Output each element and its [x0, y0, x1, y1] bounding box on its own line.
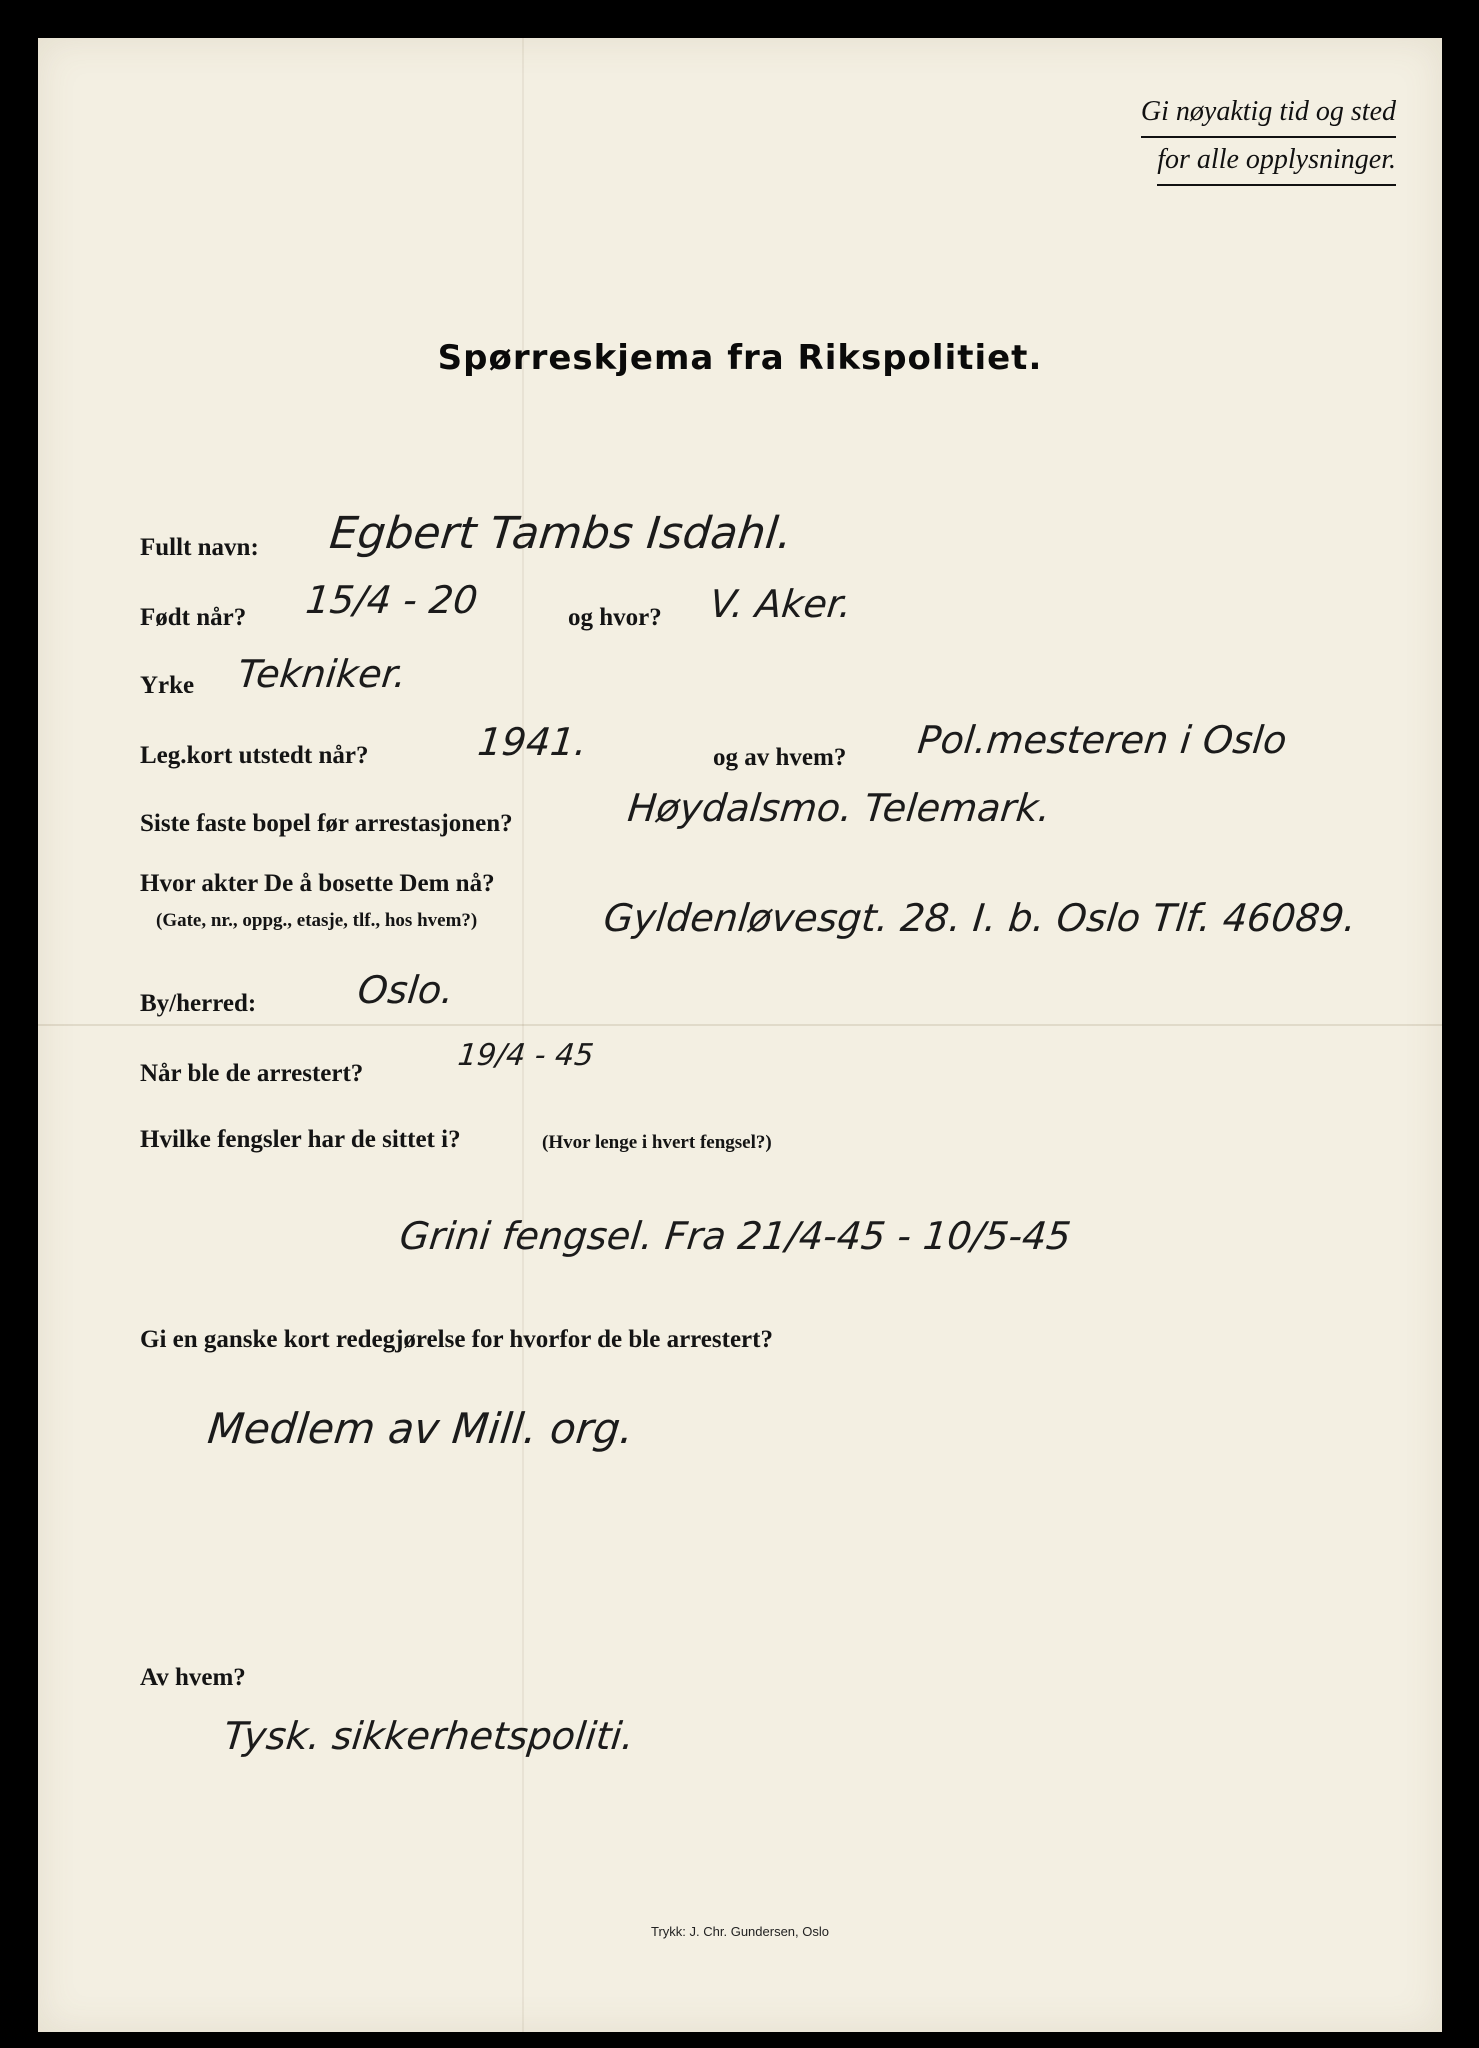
- printer-imprint: Trykk: J. Chr. Gundersen, Oslo: [651, 1924, 829, 1939]
- prisons-label: Hvilke fengsler har de sittet i?: [140, 1126, 461, 1153]
- prisons-value: Grini fengsel. Fra 21/4-45 - 10/5-45: [397, 1214, 1074, 1258]
- form-sheet: [38, 38, 1442, 2032]
- born-where-value: V. Aker.: [707, 582, 854, 626]
- settle-sublabel: (Gate, nr., oppg., etasje, tlf., hos hvem?): [156, 910, 478, 931]
- born-where-label: og hvor?: [568, 604, 662, 631]
- notice-line-2: for alle opplysninger.: [1157, 138, 1396, 186]
- form-title: Spørreskjema fra Rikspolitiet.: [437, 338, 1043, 378]
- born-when-label: Født når?: [140, 604, 247, 631]
- notice-line-1: Gi nøyaktig tid og sted: [1141, 90, 1396, 138]
- prisons-sublabel: (Hvor lenge i hvert fengsel?): [542, 1132, 772, 1153]
- id-card-by-label: og av hvem?: [713, 744, 847, 771]
- arrested-when-label: Når ble de arrestert?: [140, 1060, 364, 1087]
- occupation-label: Yrke: [140, 672, 195, 699]
- id-card-by-value: Pol.mesteren i Oslo: [915, 718, 1289, 762]
- name-label: Fullt navn:: [140, 534, 259, 561]
- name-value: Egbert Tambs Isdahl.: [327, 508, 795, 559]
- last-residence-value: Høydalsmo. Telemark.: [625, 786, 1053, 830]
- instruction-notice: [1016, 90, 1396, 186]
- municipality-value: Oslo.: [355, 968, 456, 1012]
- arrested-by-label: Av hvem?: [140, 1664, 246, 1691]
- reason-label: Gi en ganske kort redegjørelse for hvorfor de ble arrestert?: [140, 1326, 773, 1353]
- born-when-value: 15/4 - 20: [303, 578, 480, 622]
- id-card-when-label: Leg.kort utstedt når?: [140, 742, 369, 769]
- last-residence-label: Siste faste bopel før arrestasjonen?: [140, 810, 513, 837]
- reason-value: Medlem av Mill. org.: [205, 1404, 636, 1453]
- arrested-by-value: Tysk. sikkerhetspoliti.: [221, 1714, 637, 1758]
- occupation-value: Tekniker.: [235, 652, 409, 696]
- municipality-label: By/herred:: [140, 990, 257, 1017]
- settle-label: Hvor akter De å bosette Dem nå?: [140, 870, 495, 897]
- arrested-when-value: 19/4 - 45: [456, 1038, 596, 1073]
- fold-line-horizontal: [38, 1024, 1442, 1026]
- settle-value: Gyldenløvesgt. 28. I. b. Oslo Tlf. 46089.: [601, 896, 1359, 940]
- id-card-when-value: 1941.: [475, 720, 590, 764]
